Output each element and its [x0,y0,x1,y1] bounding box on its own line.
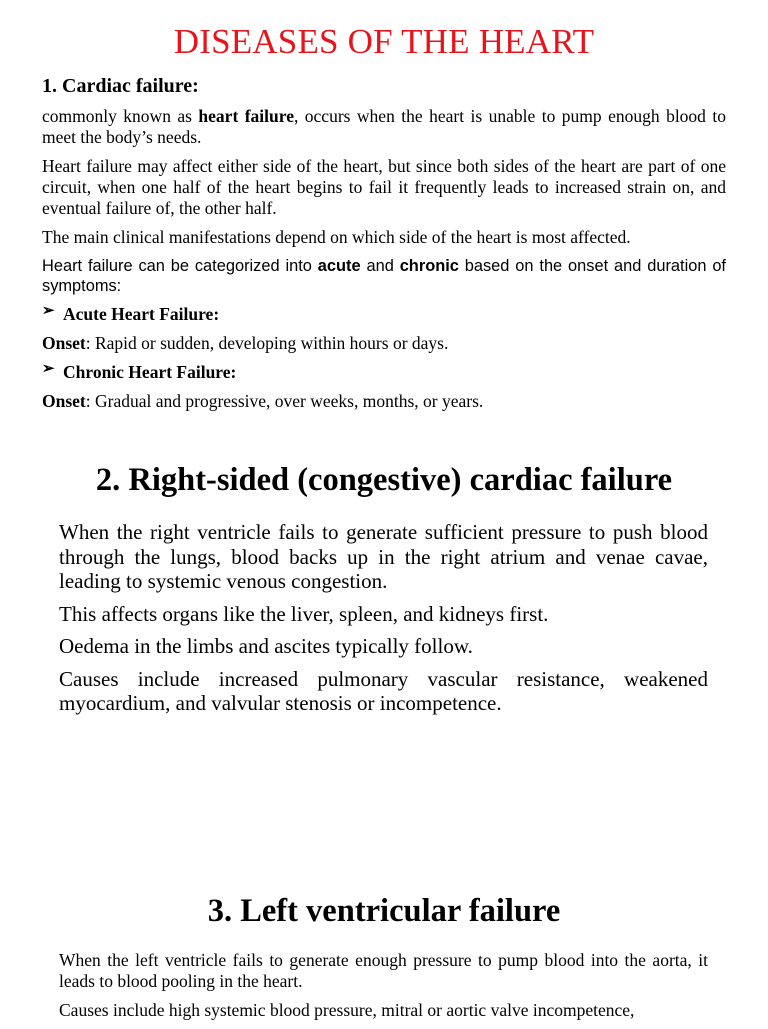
paragraph: This affects organs like the liver, spleen, and kidneys first. [59,601,549,626]
arrow-bullet-icon: ➢ [42,361,55,377]
bullet-label: Acute Heart Failure: [63,304,220,324]
section-cardiac-failure [42,74,726,420]
bullet-acute-heart-failure [42,304,726,325]
bullet-label: Chronic Heart Failure: [63,362,237,382]
paragraph [42,256,726,296]
paragraph [42,106,726,148]
paragraph: When the right ventricle fails to generate sufficient pressure to push blood through the lungs, blood backs up in the right atrium and venae cavae, leading to systemic venous congestion. [59,520,708,593]
paragraph-text: commonly known as [42,106,199,126]
paragraph: Causes include high systemic blood pressure, mitral or aortic valve incompetence, [59,1000,635,1020]
section-heading-left-ventricular: 3. Left ventricular failure [207,893,561,929]
section-heading-right-sided: 2. Right-sided (congestive) cardiac failure [95,462,673,498]
section-left-ventricular-failure [59,950,708,1029]
bullet-chronic-heart-failure [42,362,726,383]
bold-term: acute [317,257,361,275]
paragraph: Oedema in the limbs and ascites typically follow. [59,634,473,658]
paragraph: When the left ventricle fails to generate enough pressure to pump blood into the aorta, it leads to blood pooling in the heart. [59,950,708,991]
onset-text: : Rapid or sudden, developing within hours or days. [85,333,449,353]
paragraph-text: based on the onset and duration of symptoms: [42,257,726,295]
page-title: DISEASES OF THE HEART [173,22,595,61]
paragraph: The main clinical manifestations depend on which side of the heart is most affected. [42,227,631,247]
paragraph: Causes include increased pulmonary vascular resistance, weakened myocardium, and valvular stenosis or incompetence. [59,666,708,715]
onset-label: Onset [42,333,86,353]
onset-label: Onset [42,391,86,411]
paragraph-text: and [360,257,400,275]
onset-text: : Gradual and progressive, over weeks, months, or years. [85,391,484,411]
section-right-sided-failure [59,520,708,724]
arrow-bullet-icon: ➢ [42,303,55,319]
onset-line [42,391,726,412]
paragraph: Heart failure may affect either side of the heart, but since both sides of the heart are part of one circuit, when one half of the heart begins to fail it frequently leads to increased strain on, and eventual failure of, the other half. [42,156,726,218]
section-heading: 1. Cardiac failure: [42,75,199,97]
paragraph-text: Heart failure can be categorized into [42,257,318,275]
bold-term: chronic [399,257,459,275]
paragraph-text: , occurs when the heart is unable to pump enough blood to meet the body’s needs. [42,106,726,147]
onset-line [42,333,726,354]
bold-term: heart failure [198,106,294,126]
